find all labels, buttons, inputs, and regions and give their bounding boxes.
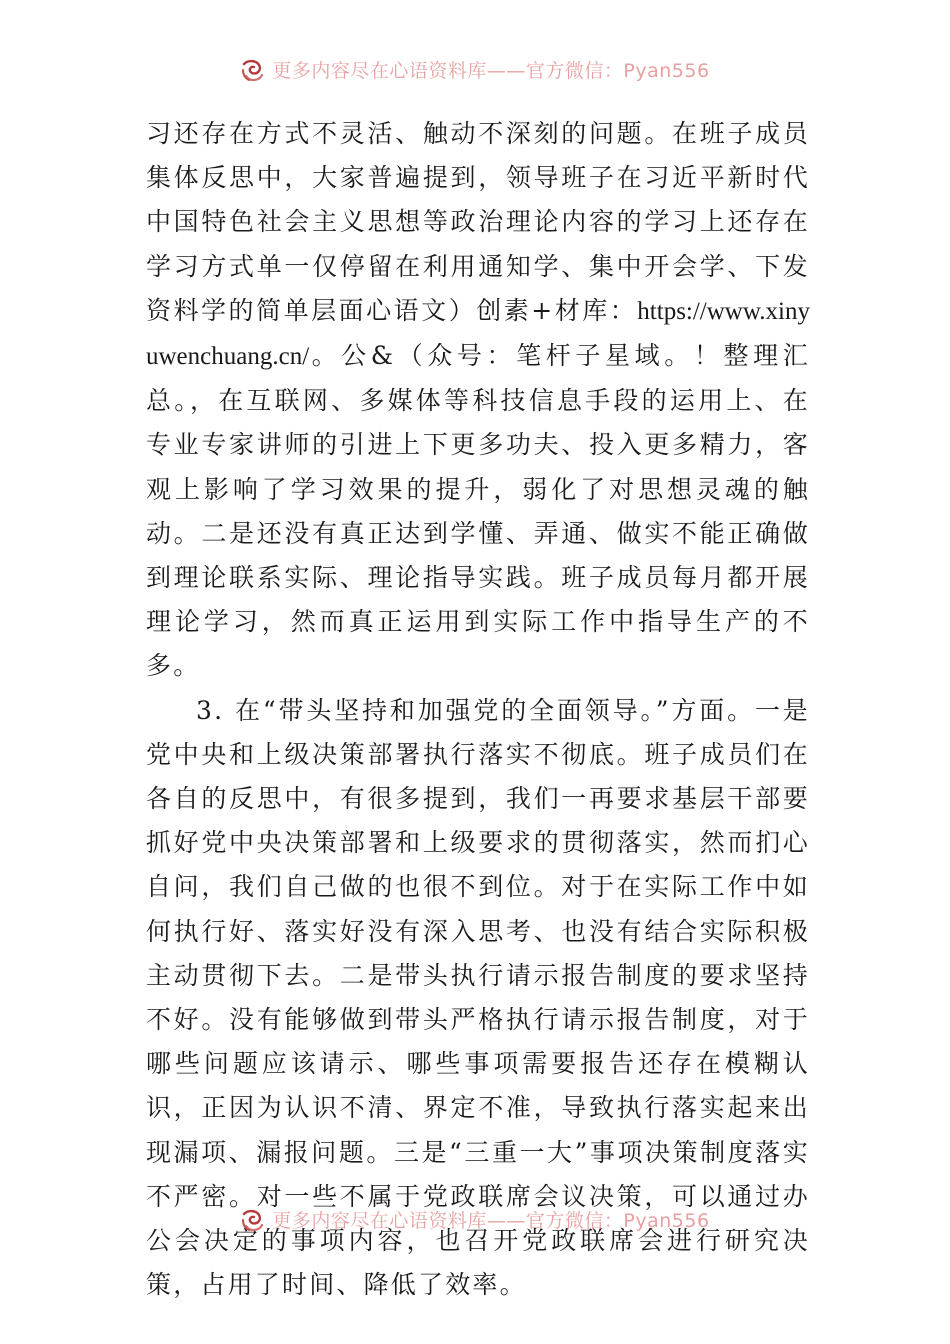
paragraph-section-3: 3. 在“带头坚持和加强党的全面领导。”方面。一是党中央和上级决策部署执行落实不彻底。班子成员们在各自的反思中，有很多提到，我们一再要求基层干部要抓好党中央决策部署和上级要求的贯彻落实，然而扪心自问，我们自己做的也很不到位。对于在实际工作中如何执行好、落实好没有深入思考、也没有结合实际积极主动贯彻下去。二是带头执行请示报告制度的要求坚持不好。没有能够做到带头严格执行请示报告制度，对于哪些问题应该请示、哪些事项需要报告还存在模糊认识，正因为认识不清、界定不准，导致执行落实起来出现漏项、漏报问题。三是“三重一大”事项决策制度落实不严密。对一些不属于党政联席会议决策，可以通过办公会决定的事项内容，也召开党政联席会进行研究决策，占用了时间、降低了效率。 (146, 695, 810, 1300)
website-url: https://www.xinyuwenchuang.cn/ (146, 297, 810, 371)
paragraph-text-part: 习还存在方式不灵活、触动不深刻的问题。在班子成员集体反思中，大家普遍提到，领导班子在习近平新时代中国特色社会主义思想等政治理论内容的学习上还存在学习方式单一仅停留在利用通知学、集中开会学、下发资料学的简单层面心语文）创素+材库： (146, 119, 810, 325)
watermark-text: 更多内容尽在心语资料库——官方微信：Pyan556 (272, 1210, 710, 1232)
footer-watermark-banner (0, 1206, 950, 1236)
paragraph-continued (146, 112, 810, 689)
document-body (146, 112, 810, 1307)
watermark-text: 更多内容尽在心语资料库——官方微信：Pyan556 (272, 60, 710, 82)
swirl-logo-icon (240, 1208, 266, 1234)
swirl-logo-icon (240, 58, 266, 84)
header-watermark-banner (0, 56, 950, 86)
paragraph-text-part: 。公&（众号：笔杆子星域。！整理汇总。，在互联网、多媒体等科技信息手段的运用上、在专业专家讲师的引进上下更多功夫、投入更多精力，客观上影响了学习效果的提升，弱化了对思想灵魂的触动。二是还没有真正达到学懂、弄通、做实不能正确做到理论联系实际、理论指导实践。班子成员每月都开展理论学习，然而真正运用到实际工作中指导生产的不多。 (146, 341, 810, 681)
